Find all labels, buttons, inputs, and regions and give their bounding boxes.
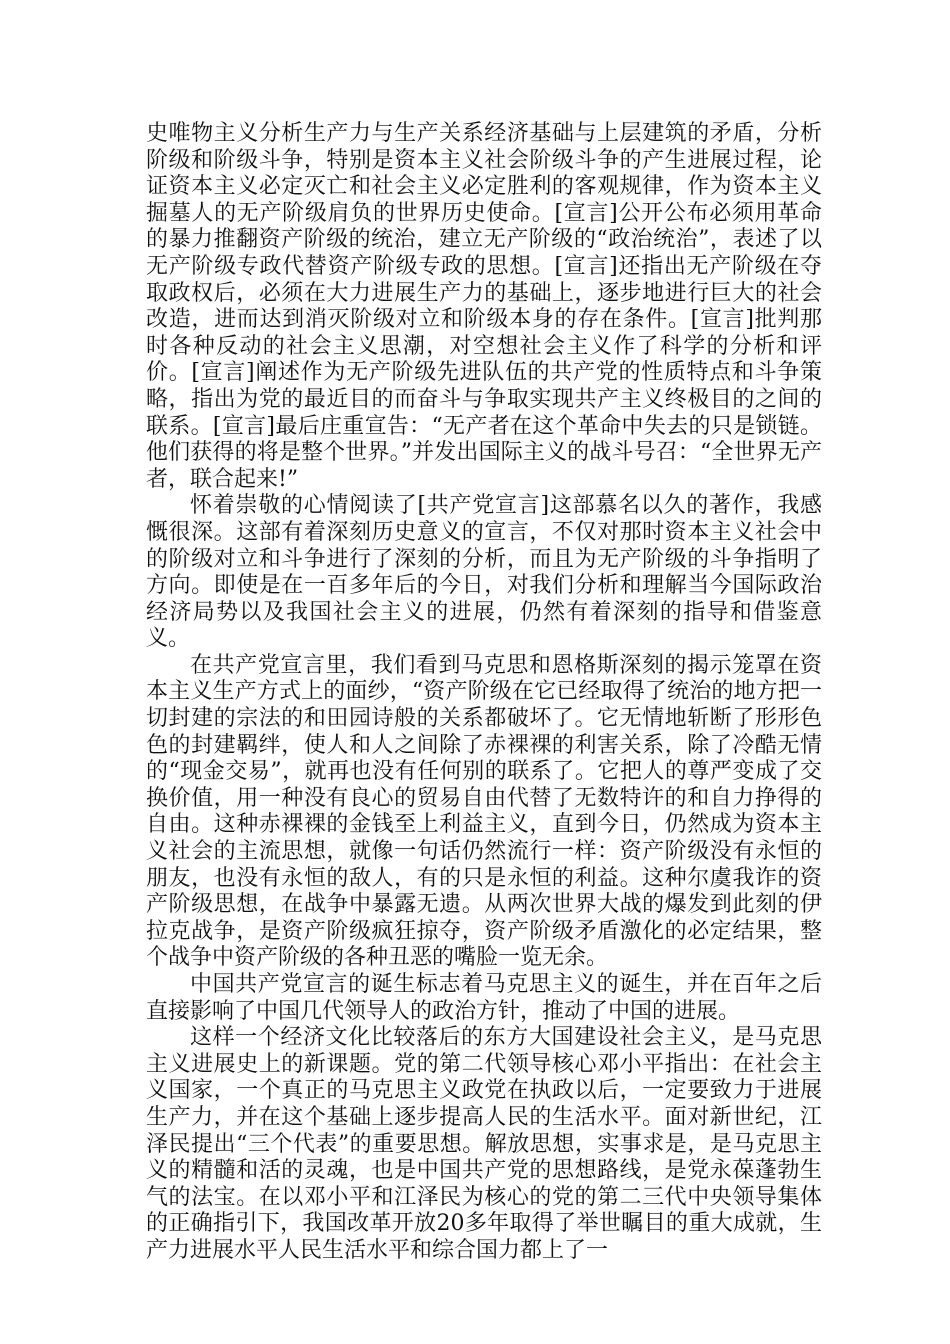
paragraph-3: 在共产党宣言里，我们看到马克思和恩格斯深刻的揭示笼罩在资本主义生产方式上的面纱，“资产阶级在它已经取得了统治的地方把一切封建的宗法的和田园诗般的关系都破坏了。它无情地斩断了形形色色的封建羁绊，使人和人之间除了赤裸裸的利害关系，除了冷酷无情的“现金交易”，就再也没有任何别的联系了。它把人的尊严变成了交换价值，用一种没有良心的贸易自由代替了无数特许的和自力挣得的自由。这种赤裸裸的金钱至上利益主义，直到今日，仍然成为资本主义社会的主流思想，就像一句话仍然流行一样：资产阶级没有永恒的朋友，也没有永恒的敌人，有的只是永恒的利益。这种尔虞我诈的资产阶级思想，在战争中暴露无遗。从两次世界大战的爆发到此刻的伊拉克战争，是资产阶级疯狂掠夺，资产阶级矛盾激化的必定结果，整个战争中资产阶级的各种丑恶的嘴脸一览无余。 (146, 652, 822, 971)
document-body (146, 121, 822, 1265)
paragraph-1: 史唯物主义分析生产力与生产关系经济基础与上层建筑的矛盾，分析阶级和阶级斗争，特别是资本主义社会阶级斗争的产生进展过程，论证资本主义必定灭亡和社会主义必定胜利的客观规律，作为资本主义掘墓人的无产阶级肩负的世界历史使命。[宣言]公开公布必须用革命的暴力推翻资产阶级的统治，建立无产阶级的“政治统治”，表述了以无产阶级专政代替资产阶级专政的思想。[宣言]还指出无产阶级在夺取政权后，必须在大力进展生产力的基础上，逐步地进行巨大的社会改造，进而达到消灭阶级对立和阶级本身的存在条件。[宣言]批判那时各种反动的社会主义思潮，对空想社会主义作了科学的分析和评价。[宣言]阐述作为无产阶级先进队伍的共产党的性质特点和斗争策略，指出为党的最近目的而奋斗与争取实现共产主义终极目的之间的联系。[宣言]最后庄重宣告：“无产者在这个革命中失去的只是锁链。他们获得的将是整个世界。”并发出国际主义的战斗号召：“全世界无产者，联合起来!” (146, 121, 822, 492)
paragraph-5: 这样一个经济文化比较落后的东方大国建设社会主义，是马克思主义进展史上的新课题。党的第二代领导核心邓小平指出：在社会主义国家，一个真正的马克思主义政党在执政以后，一定要致力于进展生产力，并在这个基础上逐步提高人民的生活水平。面对新世纪，江泽民提出“三个代表”的重要思想。解放思想，实事求是，是马克思主义的精髓和活的灵魂，也是中国共产党的思想路线，是党永葆蓬勃生气的法宝。在以邓小平和江泽民为核心的党的第二三代中央领导集体的正确指引下，我国改革开放20多年取得了举世瞩目的重大成就，生产力进展水平人民生活水平和综合国力都上了一 (146, 1025, 822, 1263)
paragraph-2: 怀着崇敬的心情阅读了[共产党宣言]这部慕名以久的著作，我感慨很深。这部有着深刻历史意义的宣言，不仅对那时资本主义社会中的阶级对立和斗争进行了深刻的分析，而且为无产阶级的斗争指明了方向。即使是在一百多年后的今日，对我们分析和理解当今国际政治经济局势以及我国社会主义的进展，仍然有着深刻的指导和借鉴意义。 (146, 493, 822, 652)
paragraph-4: 中国共产党宣言的诞生标志着马克思主义的诞生，并在百年之后直接影响了中国几代领导人的政治方针，推动了中国的进展。 (146, 972, 822, 1024)
